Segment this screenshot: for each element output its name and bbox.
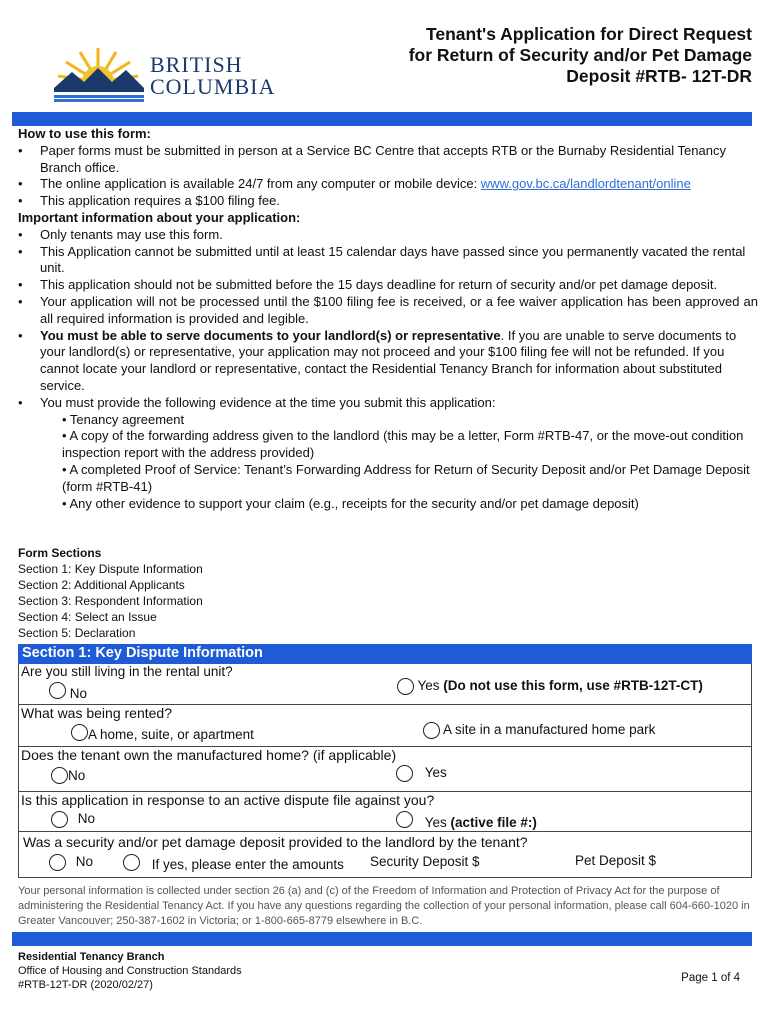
option-no[interactable]	[49, 682, 88, 702]
important-item-4: • Your application will not be processed until the $100 filing fee is received, or a fee waiver application has been approved an all required information is provided and legible.	[18, 294, 758, 328]
footer-form-id: #RTB-12T-DR (2020/02/27)	[18, 979, 153, 991]
question-text: Does the tenant own the manufactured home? (if applicable)	[21, 747, 397, 763]
radio-no[interactable]	[49, 854, 66, 871]
footer	[18, 950, 242, 992]
option-no-label: No	[69, 686, 88, 702]
option-no-label: No	[77, 811, 96, 827]
important-item-6: • You must provide the following evidence at the time you submit this application:	[18, 395, 758, 412]
evidence-item-2: • A copy of the forwarding address given to the landlord (this may be a letter, Form #RTB-47, or the move-out condition inspection report with the address provided)	[62, 428, 744, 461]
option-site-label: A site in a manufactured home park	[443, 722, 656, 738]
how-item-2	[18, 176, 758, 193]
online-application-link[interactable]: www.gov.bc.ca/landlordtenant/online	[480, 176, 691, 192]
question-deposit-provided	[18, 832, 752, 878]
logo-text-british: BRITISH	[150, 52, 243, 77]
header-divider-bar	[12, 112, 752, 126]
form-sections-heading: Form Sections	[18, 546, 102, 560]
option-yes-label: Yes	[417, 678, 444, 694]
option-no-label: No	[75, 854, 94, 870]
serve-documents-notice: You must be able to serve documents to your landlord(s) or representative	[40, 327, 501, 343]
option-yes[interactable]	[396, 811, 537, 831]
radio-yes[interactable]	[396, 811, 413, 828]
option-yes-label: Yes	[424, 765, 447, 781]
option-manufactured-home-site[interactable]	[423, 722, 655, 739]
option-home-suite-apartment[interactable]	[71, 724, 254, 741]
logo-text-columbia: COLUMBIA	[150, 74, 276, 99]
option-yes-label: Yes	[424, 815, 451, 831]
radio-yes[interactable]	[123, 854, 140, 871]
how-item-2-text: The online application is available 24/7 from any computer or mobile device:	[40, 176, 481, 192]
footer-org: Residential Tenancy Branch	[18, 951, 165, 963]
serve-documents-text: . If you are unable to serve documents to your landlord(s) or representative, your application may not proceed and your $100 filing fee will not be refunded. If you cannot locate your landlord or representative, contact the Residential Tenancy Branch for information about substituted service.	[40, 327, 737, 393]
question-what-rented	[18, 705, 752, 747]
pet-deposit-field[interactable]	[575, 853, 656, 868]
important-heading: Important information about your application:	[18, 209, 301, 225]
question-text: Are you still living in the rental unit?	[21, 664, 233, 679]
option-yes-note: (active file #:)	[450, 815, 537, 831]
section-list-item: Section 3: Respondent Information	[18, 594, 203, 608]
radio-no[interactable]	[51, 767, 68, 784]
section-list-item: Section 4: Select an Issue	[18, 610, 157, 624]
how-item-3: • This application requires a $100 filing fee.	[18, 193, 758, 210]
bc-sun-mountains-icon	[50, 44, 146, 104]
security-deposit-label: Security Deposit $	[370, 854, 480, 869]
how-to-heading: How to use this form:	[18, 126, 151, 141]
option-yes-note: (Do not use this form, use #RTB-12T-CT)	[443, 678, 703, 694]
option-yes-label: If yes, please enter the amounts	[151, 857, 344, 873]
form-title	[332, 24, 752, 87]
how-item-1: • Paper forms must be submitted in person at a Service BC Centre that accepts RTB or the Burnaby Residential Tenancy Branch office.	[18, 143, 758, 177]
section-list-item: Section 5: Declaration	[18, 626, 136, 640]
section-list-item: Section 2: Additional Applicants	[18, 578, 185, 592]
option-no[interactable]	[51, 767, 85, 784]
evidence-item-4: • Any other evidence to support your claim (e.g., receipts for the security and/or pet damage deposit)	[62, 495, 639, 511]
radio-no[interactable]	[51, 811, 68, 828]
section-1-header: Section 1: Key Dispute Information	[18, 644, 752, 664]
question-text: Is this application in response to an active dispute file against you?	[21, 792, 435, 808]
option-yes[interactable]	[397, 678, 703, 695]
important-item-3: • This application should not be submitted before the 15 days deadline for return of security and/or pet damage deposit.	[18, 277, 758, 294]
title-line-1: Tenant's Application for Direct Request	[425, 24, 752, 44]
title-line-2: for Return of Security and/or Pet Damage	[408, 45, 752, 65]
header	[0, 0, 770, 112]
pet-deposit-label: Pet Deposit $	[575, 853, 657, 868]
footer-divider-bar	[12, 932, 752, 946]
question-own-manufactured-home	[18, 747, 752, 792]
option-no-label: No	[68, 768, 86, 784]
option-yes-amounts[interactable]	[123, 854, 344, 871]
security-deposit-field[interactable]	[370, 854, 480, 869]
radio-home-suite-apartment[interactable]	[71, 724, 88, 741]
question-text: What was being rented?	[21, 705, 172, 721]
question-text: Was a security and/or pet damage deposit provided to the landlord by the tenant?	[23, 834, 528, 850]
privacy-notice: Your personal information is collected under section 26 (a) and (c) of the Freedom of Information and Protection of Privacy Act for the purpose of administering the Residential Tenancy Act. If you have any questions regarding the collection of your personal information, please call 604-660-1020 in Greater Vancouver; 250-387-1602 in Victoria; or 1-800-665-8779 elsewhere in B.C.	[18, 885, 750, 927]
option-no[interactable]	[51, 811, 95, 828]
bc-logo	[50, 44, 276, 104]
evidence-item-1: • Tenancy agreement	[62, 411, 185, 427]
footer-office: Office of Housing and Construction Standards	[18, 965, 242, 977]
important-item-5	[18, 328, 758, 395]
option-home-label: A home, suite, or apartment	[88, 727, 254, 743]
page-number: Page 1 of 4	[681, 972, 740, 984]
section-list-item: Section 1: Key Dispute Information	[18, 562, 203, 576]
important-item-1: • Only tenants may use this form.	[18, 227, 758, 244]
option-yes[interactable]	[396, 765, 447, 782]
important-item-2: • This Application cannot be submitted until at least 15 calendar days have passed since you permanently vacated the rental unit.	[18, 244, 758, 278]
title-line-3: Deposit #RTB- 12T-DR	[566, 66, 752, 86]
radio-no[interactable]	[49, 682, 66, 699]
radio-yes[interactable]	[396, 765, 413, 782]
question-active-dispute	[18, 792, 752, 832]
option-no[interactable]	[49, 854, 93, 871]
radio-manufactured-home-site[interactable]	[423, 722, 440, 739]
evidence-item-3: • A completed Proof of Service: Tenant’s Forwarding Address for Return of Security Deposit and/or Pet Damage Deposit (form #RTB-41)	[62, 461, 750, 494]
question-living-in-unit	[18, 664, 752, 705]
radio-yes[interactable]	[397, 678, 414, 695]
form-sections-list	[18, 545, 203, 641]
instructions	[18, 126, 758, 512]
